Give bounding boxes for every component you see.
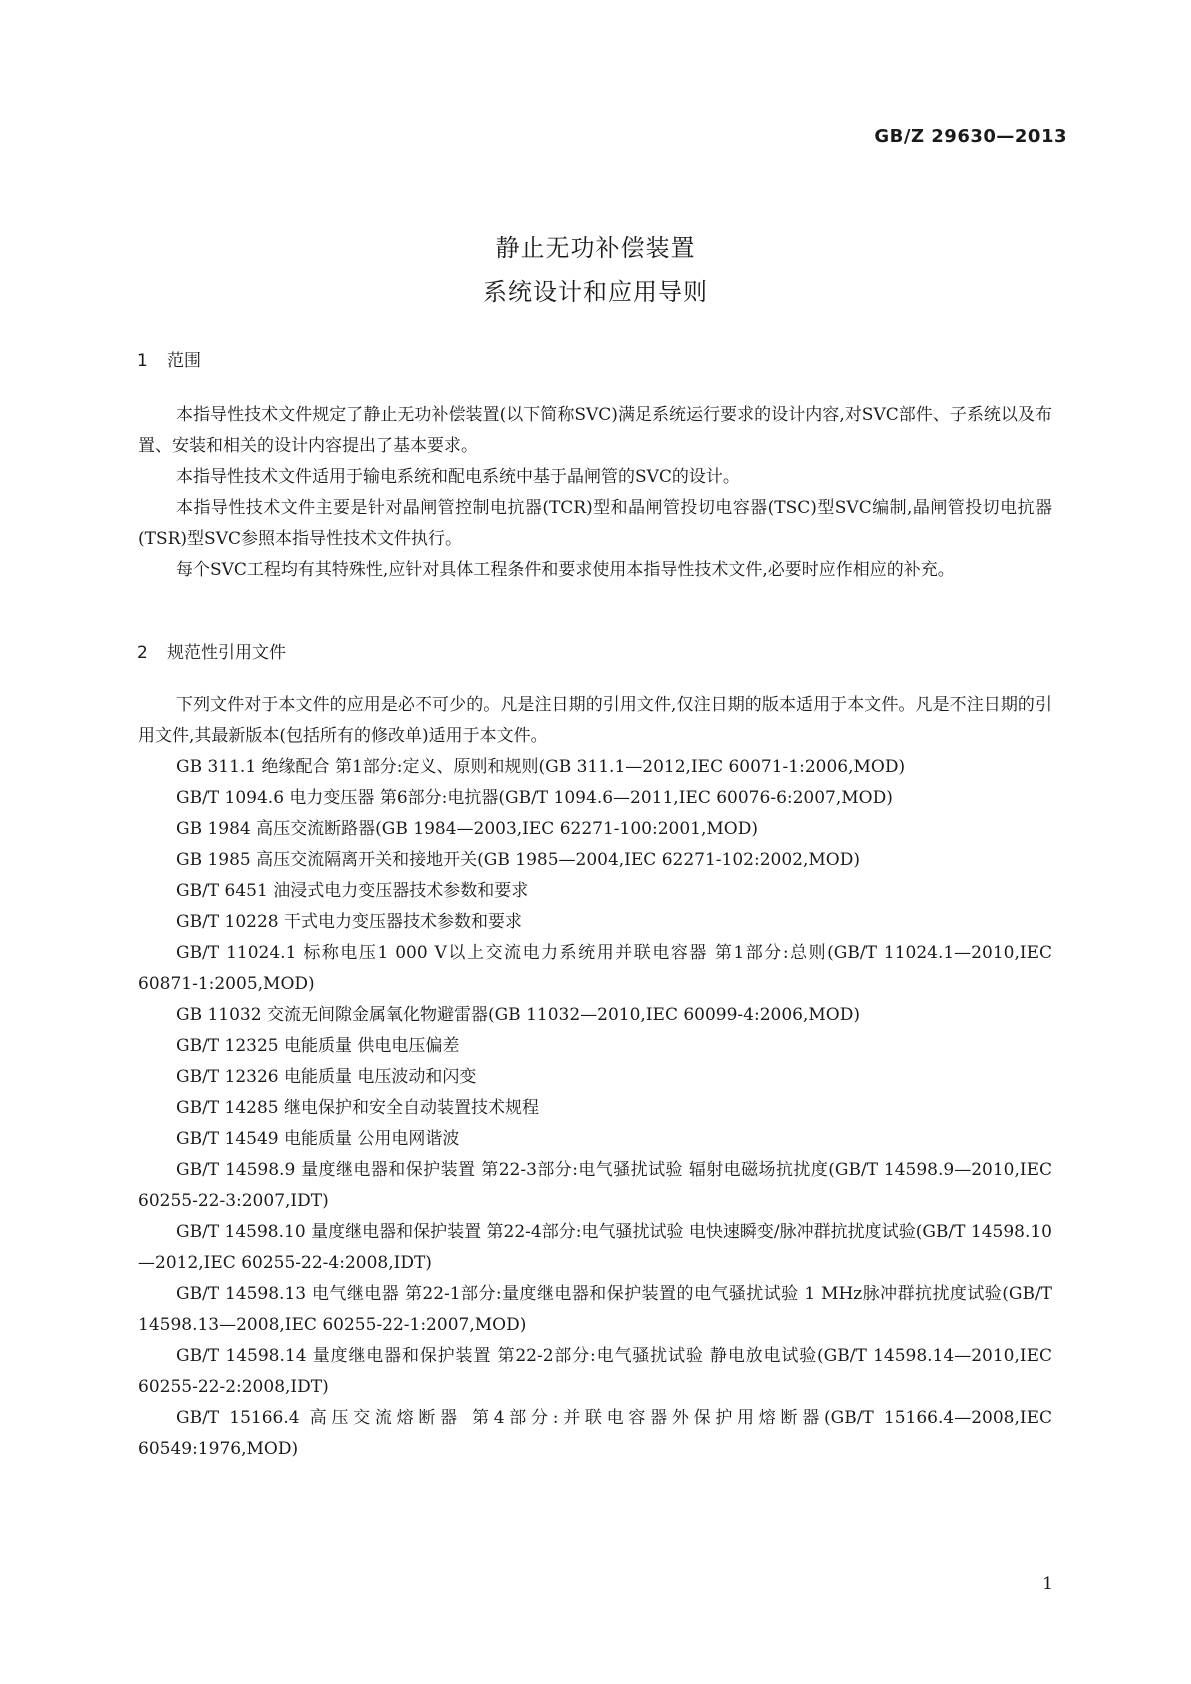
reference-item: GB 11032 交流无间隙金属氧化物避雷器(GB 11032—2010,IEC 60099-4:2006,MOD): [176, 1005, 860, 1025]
reference-item: GB/T 14598.9 量度继电器和保护装置 第22-3部分:电气骚扰试验 辐射电磁场抗扰度(GB/T 14598.9—2010,IEC 60255-22-3:2007,IDT): [138, 1160, 1052, 1211]
reference-item: GB 1985 高压交流隔离开关和接地开关(GB 1985—2004,IEC 62271-102:2002,MOD): [176, 850, 860, 870]
page-number: 1: [1042, 1574, 1053, 1594]
section-1-number: 1: [137, 351, 148, 371]
reference-item: GB/T 6451 油浸式电力变压器技术参数和要求: [176, 881, 529, 901]
section-2-intro: 下列文件对于本文件的应用是必不可少的。凡是注日期的引用文件,仅注日期的版本适用于本文件。凡是不注日期的引用文件,其最新版本(包括所有的修改单)适用于本文件。: [138, 695, 1052, 746]
reference-item: GB/T 12326 电能质量 电压波动和闪变: [176, 1067, 477, 1087]
reference-item: GB/T 12325 电能质量 供电电压偏差: [176, 1036, 460, 1056]
section-1-paragraph: 每个SVC工程均有其特殊性,应针对具体工程条件和要求使用本指导性技术文件,必要时应作相应的补充。: [176, 560, 955, 580]
reference-item: GB/T 1094.6 电力变压器 第6部分:电抗器(GB/T 1094.6—2011,IEC 60076-6:2007,MOD): [176, 788, 893, 808]
reference-item: GB/T 14598.10 量度继电器和保护装置 第22-4部分:电气骚扰试验 电快速瞬变/脉冲群抗扰度试验(GB/T 14598.10—2012,IEC 60255-22-4:2008,IDT): [138, 1222, 1052, 1273]
document-title-line2: 系统设计和应用导则: [483, 278, 708, 306]
section-1-heading: [137, 346, 201, 371]
reference-item: GB/T 10228 干式电力变压器技术参数和要求: [176, 912, 523, 932]
reference-item: GB/T 14285 继电保护和安全自动装置技术规程: [176, 1098, 540, 1118]
section-2-number: 2: [137, 643, 148, 663]
section-1-body: [138, 400, 1052, 586]
section-1-paragraph: 本指导性技术文件适用于输电系统和配电系统中基于晶闸管的SVC的设计。: [176, 467, 740, 487]
section-2-title: 规范性引用文件: [167, 643, 286, 663]
reference-item: GB 1984 高压交流断路器(GB 1984—2003,IEC 62271-100:2001,MOD): [176, 819, 758, 839]
section-1-title: 范围: [167, 351, 201, 371]
reference-item: GB/T 11024.1 标称电压1 000 V以上交流电力系统用并联电容器 第1部分:总则(GB/T 11024.1—2010,IEC 60871-1:2005,MOD): [138, 943, 1052, 994]
section-1-paragraph: 本指导性技术文件规定了静止无功补偿装置(以下简称SVC)满足系统运行要求的设计内容,对SVC部件、子系统以及布置、安装和相关的设计内容提出了基本要求。: [138, 405, 1052, 456]
reference-item: GB/T 15166.4 高压交流熔断器 第4部分:并联电容器外保护用熔断器(GB/T 15166.4—2008,IEC 60549:1976,MOD): [138, 1408, 1052, 1459]
section-2-body: [138, 690, 1052, 1465]
reference-item: GB 311.1 绝缘配合 第1部分:定义、原则和规则(GB 311.1—2012,IEC 60071-1:2006,MOD): [176, 757, 906, 777]
reference-item: GB/T 14549 电能质量 公用电网谐波: [176, 1129, 460, 1149]
reference-item: GB/T 14598.13 电气继电器 第22-1部分:量度继电器和保护装置的电气骚扰试验 1 MHz脉冲群抗扰度试验(GB/T 14598.13—2008,IEC 60255-22-1:2007,MOD): [138, 1284, 1052, 1335]
section-1-paragraph: 本指导性技术文件主要是针对晶闸管控制电抗器(TCR)型和晶闸管投切电容器(TSC)型SVC编制,晶闸管投切电抗器(TSR)型SVC参照本指导性技术文件执行。: [138, 498, 1052, 549]
section-2-heading: [137, 638, 286, 663]
reference-item: GB/T 14598.14 量度继电器和保护装置 第22-2部分:电气骚扰试验 静电放电试验(GB/T 14598.14—2010,IEC 60255-22-2:2008,IDT): [138, 1346, 1052, 1397]
document-title-line1: 静止无功补偿装置: [495, 234, 696, 262]
standard-code: GB/Z 29630—2013: [874, 126, 1067, 147]
